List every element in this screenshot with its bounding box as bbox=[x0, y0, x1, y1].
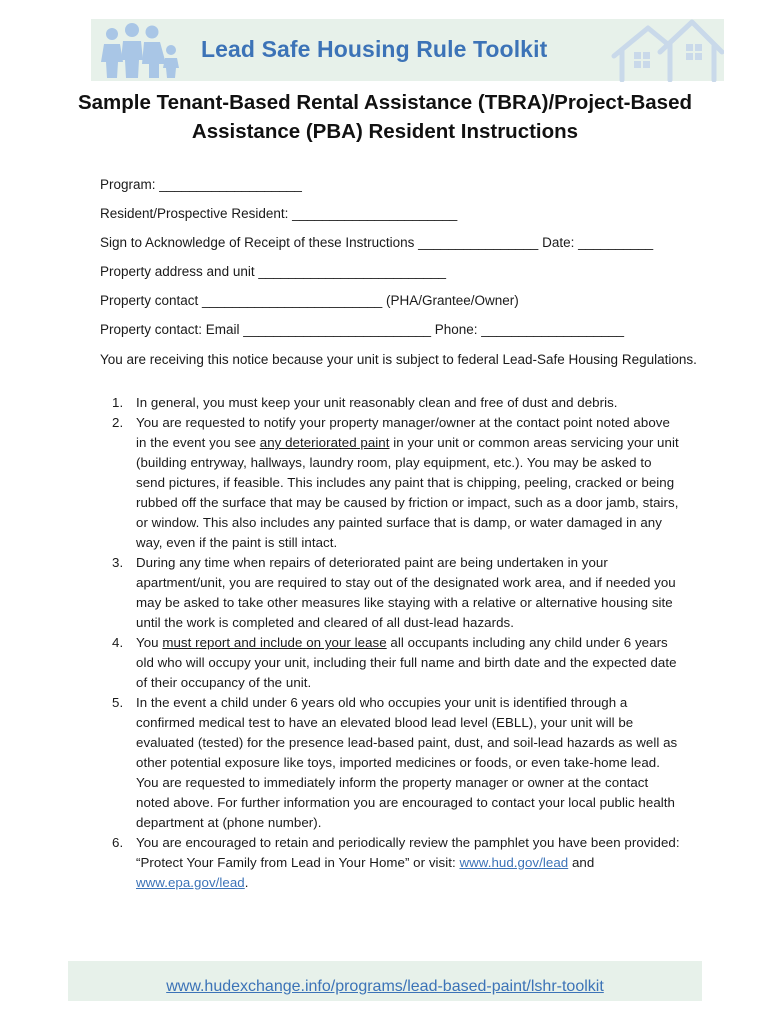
item-text: in your unit or common areas servicing your unit bbox=[389, 435, 679, 450]
item-underlined-text: any deteriorated paint bbox=[259, 435, 390, 450]
toolkit-footer-link[interactable]: www.hudexchange.info/programs/lead-based-paint/lshr-toolkit bbox=[166, 978, 604, 995]
list-item bbox=[100, 633, 680, 693]
notice-text: You are receiving this notice because your unit is subject to federal Lead-Safe Housing Regulations. bbox=[100, 352, 697, 367]
item-text: You bbox=[136, 635, 163, 650]
toolkit-title: Lead Safe Housing Rule Toolkit bbox=[201, 36, 548, 62]
instructions-list bbox=[100, 393, 680, 893]
item-number: 2. bbox=[112, 415, 124, 430]
item-text: In the event a child under 6 years old who occupies your unit is identified through a confirmed medical test to have an elevated blood lead level (EBLL), your unit will be evaluated (tested) for the presence lead-based paint, dust, and soil-lead hazards as well as other potential exposure like toys, imported medicines or foods, or even take-home lead. You are requested to immediately inform the property manager or owner at the contact noted above. For further information you are encouraged to contact your local public health department at (phone number). bbox=[136, 695, 678, 830]
acknowledge-signature-field[interactable]: Sign to Acknowledge of Receipt of these Instructions ________________ Date: __________ bbox=[100, 235, 654, 250]
item-text: and bbox=[568, 855, 595, 870]
item-underlined-text: must report and include on your lease bbox=[162, 635, 387, 650]
item-number: 5. bbox=[112, 695, 124, 710]
list-item bbox=[100, 553, 680, 633]
item-text: You are encouraged to retain and periodically review the pamphlet you have been provided: “Protect Your Family from Lead in Your Home” or visit: bbox=[136, 835, 680, 870]
item-text: In general, you must keep your unit reasonably clean and free of dust and debris. bbox=[136, 395, 618, 410]
item-number: 3. bbox=[112, 555, 124, 570]
property-contact-field[interactable]: Property contact ________________________ (PHA/Grantee/Owner) bbox=[100, 293, 519, 308]
house-outline-icon bbox=[608, 16, 724, 82]
resident-field[interactable]: Resident/Prospective Resident: ______________________ bbox=[100, 206, 458, 221]
list-item bbox=[100, 833, 680, 893]
item-text: You are requested to notify your property manager/owner at the contact point noted above in the event you see bbox=[136, 415, 670, 450]
item-number: 4. bbox=[112, 635, 124, 650]
epa-lead-link[interactable]: www.epa.gov/lead bbox=[136, 875, 245, 890]
program-field[interactable]: Program: ___________________ bbox=[100, 177, 302, 192]
list-item bbox=[100, 393, 680, 413]
item-text: . bbox=[244, 875, 249, 890]
family-icon bbox=[98, 22, 184, 80]
item-text: all occupants including any child under 6 years old who will occupy your unit, including their full name and birth date and the expected date of their occupancy of the unit. bbox=[136, 635, 677, 690]
document-title: Sample Tenant-Based Rental Assistance (TBRA)/Project-Based Assistance (PBA) Resident Instructions bbox=[77, 91, 693, 143]
list-item bbox=[100, 693, 680, 833]
list-item bbox=[100, 413, 680, 553]
item-number: 1. bbox=[112, 395, 124, 410]
hud-lead-link[interactable]: www.hud.gov/lead bbox=[459, 855, 569, 870]
item-text: During any time when repairs of deteriorated paint are being undertaken in your apartment/unit, you are required to stay out of the designated work area, and if needed you may be asked to take other measures like staying with a relative or alternative housing site until the work is completed and cleared of all dust-lead hazards. bbox=[136, 555, 676, 630]
item-number: 6. bbox=[112, 835, 124, 850]
contact-email-phone-field[interactable]: Property contact: Email _________________________ Phone: ___________________ bbox=[100, 322, 624, 337]
item-continuation-text: (building entryway, hallways, laundry room, play equipment, etc.). You may be asked to send pictures, if feasible. This includes any paint that is chipping, peeling, cracked or being rubbed off the surface that may be caused by friction or impact, such as a door jamb, stairs, or window. This also includes any painted surface that is damp, or water damaged in any way, even if the paint is still intact. bbox=[136, 455, 679, 550]
property-address-field[interactable]: Property address and unit _________________________ bbox=[100, 264, 447, 279]
